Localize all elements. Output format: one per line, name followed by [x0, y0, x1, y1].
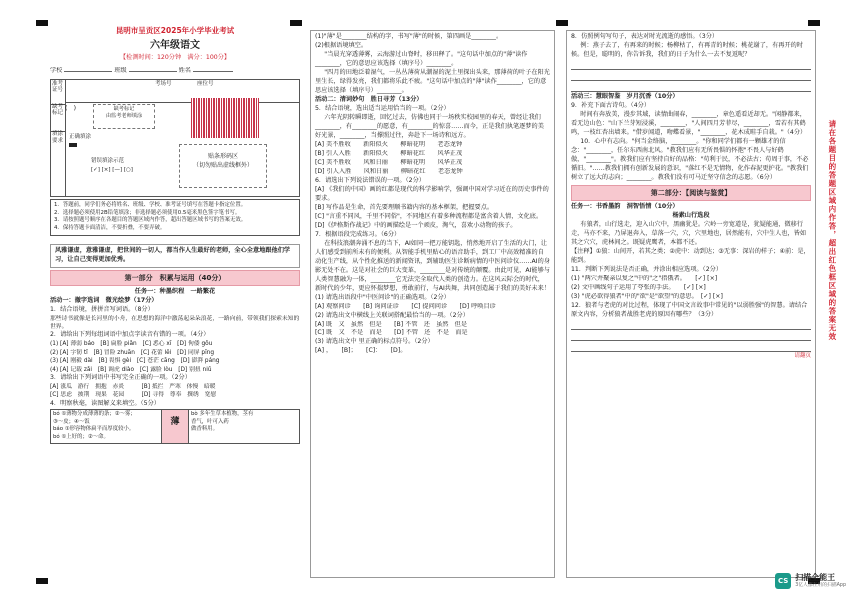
exam-notes: [50, 199, 300, 235]
fill-wrong-label: 错误填涂示范: [91, 158, 125, 165]
note-item: 2．选择题必须使用2B铅笔填涂；非选择题必须使用0.5毫米黑色签字笔书写。: [54, 209, 241, 216]
option-row[interactable]: [D]《伊格斯作战记》中的画描绘是一个顽皮，淘气，喜欢小动物的孩子。: [315, 221, 517, 229]
exam-number-label: 准考证号: [51, 80, 66, 105]
grade-subject: 六年级语文: [150, 39, 200, 51]
dict-entry: bó ①薄物分成薄薄的条；②～雾；: [53, 410, 136, 417]
option-row[interactable]: [C] 美不胜收 风和日丽 柳暗花明 风华正茂: [315, 158, 463, 166]
absent-mark-label: 缺考标记: [51, 103, 66, 132]
question-7-passage: 在科技浪潮奔涌不息的当下，AI如同一把万能钥匙，悄然地开启了生活的大门，让人们感受到前所未有的便利。从智能手机里贴心的语音助手，到工厂中高效精准的自动化生产线，从个性化推送的新闻资讯，到辅助医生诊断病情的中医问诊仪……AI的身影无处不在。这是对社会的巨大变革，________是对传统的颠覆。由此可见，AI能够与人类智慧融为一体，________它无法完全取代人类的创造力。在这风云际会的时代，新时代的少年，更应怀揣梦想，勇敢前行，与AI共舞，共同创造属于我们的美好未来！: [315, 239, 550, 292]
question-5-text: 六年光阴转瞬即逝，回忆过去，仿佛也同于一场秩实校园里的春天，曾经让我们________，有________的愿意，有________的惊喜……而今，正是我们执笔逐梦的美好光景，________，当撑照过往，奔赴下一场诗和远方。: [315, 113, 544, 139]
question-7-3: (3) 请选出文中 里正确的标点符号。（2分）: [315, 338, 434, 346]
question-7-2: (2) 请选出文中横线上关联词搭配最恰当的一项。（2分）: [315, 311, 469, 319]
activity1-title: 活动一：撤字选词 微光绘梦（17分）: [50, 296, 158, 304]
question-2: 2．请给出下列每组词语中加点字读音有错的一项。（4分）: [50, 331, 210, 339]
question-7: 7．根据语段完成练习。（6分）: [315, 230, 401, 238]
judge-item[interactable]: (2) 文中画线句子运用了夸张的手法。 [✓] [×]: [571, 283, 706, 291]
candidate-info-box: [50, 79, 300, 197]
scanner-name: 扫描全能王: [795, 572, 836, 582]
question-1: 1．结合语境，拼拼音写词语。（8分）: [50, 305, 154, 313]
classical-passage: 有狼者，山行选走，迎入山穴中，黑幽犹是。穴岭一旁宽道是，犹疑能通，微移行走，马亦不来，乃屏退奔入，草落一穴，穴，穴里地也，居然能有，穴中生人也，皆如其之穴穴，虎林间之。既疑虎鹰者，本都不还。: [571, 220, 807, 246]
dict-entry: 做香料用。: [191, 426, 218, 433]
barcode-area-label: 贴条形码区: [207, 153, 238, 161]
seat-no-label: 座位号: [197, 81, 214, 88]
annotations: 【注释】①狼：山间开，若其之类；②虎中：动到达；③无事：深岩的样子；④前：是，能到。: [571, 247, 810, 264]
school-label: 学校: [50, 67, 63, 75]
passage-b: "四月的田地泛着湿气，一丛丛薄荷从潮湿的泥土里探出头来，那薄荷的叶子在阳光里生长，绿得发亮，我们都将乐此不疲。"这句话中加点的"薄"读作________，它的意思应该选择（填序号）________。: [315, 68, 550, 94]
dict-entry: 香气，叶可入药: [191, 418, 229, 425]
question-9-text[interactable]: 时间有奔放美，漫步其域，读情曲闹春，________，章色遥看近却无。"闲静都来，看无边山色："山下兰芽短浸溪，________，"人间四月芳菲尽，________，雪若有其鹤鸣，一枝红杏出墙来。"借岁闻道，吻蝶看景，"________，花木成畦手自栽。"（4分）: [571, 110, 807, 136]
name-field[interactable]: [193, 71, 233, 72]
answer-line[interactable]: [571, 331, 811, 341]
class-label: 班级: [114, 67, 127, 75]
activity3-title: 活动三：慧眼智鉴 岁月沉香（10分）: [571, 92, 679, 100]
option-row[interactable]: [A] ， [B]； [C]： [D]。: [315, 347, 407, 355]
column-1: [50, 26, 300, 574]
question-3-row[interactable]: [A] 涨瓜 游行 拥抱 赤炎 [B] 抵拦 严寒 体慢 暗暖: [50, 383, 216, 390]
question-5: 5．结合语境，选出适当运用恰当的一项。（2分）: [315, 104, 450, 112]
option-row[interactable]: [A] 观察问诊 [B] 询问证诊 [C] 提问问诊 [D] 呼唤目诊: [315, 302, 496, 310]
motto-text: 风雅谦虚，意雅谦虚，把世间的一切人，都当作人生最好的老师，全心全意地跟他们学习，让自己变得更加优秀。: [55, 246, 291, 263]
absent-mark-box[interactable]: ( ): [65, 105, 77, 113]
judge-item[interactable]: (1) "两穴并聚亲以复之"中的"之"指俄者。 [✓] [×]: [571, 274, 718, 282]
side-warning-text: 请在各题目的答题区域内作答，超出红色框区域的答案无效: [827, 120, 837, 341]
question-1-text: 那些诗书就像是长河里的小舟，在思想的海洋中激荡起朵朵浪花，一路向前，带领我们探索未知的世界。: [50, 315, 300, 331]
scanner-logo-icon: CS: [775, 573, 791, 589]
part1-title: 第一部分 积累与运用（40分）: [50, 270, 300, 286]
fill-wrong-sample: [✓] [×] [—] [○]: [91, 167, 133, 174]
dictionary-box: [50, 409, 300, 444]
answer-line[interactable]: [571, 342, 811, 352]
name-label: 姓名: [178, 67, 191, 75]
question-4: 4．明察秋毫，读图解义来填空。（5分）: [50, 399, 160, 407]
scanner-subtitle: 3亿人都在用的扫描App: [795, 582, 846, 588]
column-3: [566, 30, 816, 578]
option-row[interactable]: [D] 引人入胜 风和日丽 柳暗花红 老态龙钟: [315, 167, 463, 175]
question-6: 6．请选出下列说法错误的一项。（2分）: [315, 176, 425, 184]
barcode-image: [191, 98, 259, 138]
passage-a: "当晨光穿透薄雾，云海游过山脊时，移田释了。"这句话中加点的"薄"读作________，它的意思应该选择（填序号）________。: [315, 50, 528, 67]
question-4-2: (2)根据语境填空。: [315, 41, 368, 49]
task2-title: 任务一：书香墨韵 洞智悟情（10分）: [571, 202, 679, 210]
question-2-row[interactable]: (1) [A] 薄弱 báo [B] 扁脸 piǎn [C] 悉心 xī [D] 佝偻 gōu: [50, 341, 213, 348]
note-item: 1．答题前，同学们务必将姓名、班级、学校、准考证号填写在答题卡指定位置。: [54, 202, 247, 209]
answer-line[interactable]: [571, 82, 811, 92]
absent-mark-note: 缺考标记 由监考老师填涂: [93, 104, 155, 129]
option-row[interactable]: [B] 写作品是生命，首先要理顺书籍内容的基本框架，把握要点。: [315, 203, 494, 211]
fill-correct-label: 正确填涂: [69, 134, 92, 141]
dict-entry: ③～皮；④～饭: [53, 418, 90, 425]
scanner-watermark: [775, 573, 846, 589]
answer-line[interactable]: [571, 71, 811, 81]
column-2: [310, 30, 555, 578]
option-row[interactable]: [C] "言重不同风，千里不同俗"，不同地区有着多种流程都是富含着人情，文化底。: [315, 212, 543, 220]
fill-area-label: 填涂要求: [51, 130, 66, 196]
judge-item[interactable]: (3) "虎必欲得狼者"中的"欲"是"欲望"的意思。 [✓] [×]: [571, 292, 723, 300]
question-2-row[interactable]: (3) [A] 刚毅 dài [B] 畏惧 gèi [C] 苍茫 cāng [D] 澎湃 páng: [50, 358, 220, 365]
task1-title: 任务一：种墨织程 一路繁花: [134, 287, 216, 295]
question-12: 12．狼者与老虎的对比过程，体现了中国文言故事中常见的"以弱胜强"的智慧。请结合原文内容，分析狼者战胜老虎的原因有哪些？（3分）: [571, 301, 808, 318]
option-row[interactable]: [A] 既 又 虽然 但是 [B] 不管 还 虽然 但是: [315, 320, 468, 328]
exam-room-label: 考场号: [155, 81, 172, 88]
question-4-1[interactable]: (1)"薄"是________结构的字，书写"薄"的时候，第四画是________。: [315, 33, 503, 40]
registration-mark: [36, 20, 48, 26]
exam-title: 昆明市呈贡区2025年小学毕业考试: [115, 26, 235, 35]
question-3-row[interactable]: [C] 思虑 披荆 现果 花园 [D] 寻得 尊奉 撰绣 宽慰: [50, 392, 217, 399]
dict-entry: bò 多年生草本植物，茎有: [191, 410, 254, 417]
answer-line[interactable]: [571, 60, 811, 70]
registration-mark: [556, 20, 568, 26]
question-11: 11．判断下列说法是否正确，并涂出相应选项。（2分）: [571, 265, 723, 273]
dict-entry: báo ①形容物体扁平而厚度较小。: [53, 426, 135, 433]
question-3: 3．请给出下列词语中书写完全正确的一项。（2分）: [50, 373, 191, 381]
question-8-example: 例：燕子去了，有再来的时候；杨柳枯了，有再青的时候；桃花谢了，有再开的时候。但是，聪明的，你告诉我，我们的日子为什么一去不复返呢？: [571, 41, 804, 58]
score-total: 满分：100分】: [187, 54, 231, 62]
activity2-title: 活动二：清词妙句 胜日寻芳（13分）: [315, 95, 423, 103]
barcode-area-hint: （切勿贴出虚线框外）: [192, 162, 253, 170]
registration-mark: [808, 20, 820, 26]
note-item: 3．请按照题号顺序在各题目的答题区域内作答，超出答题区域书写的答案无效。: [54, 217, 247, 224]
question-2-row[interactable]: (4) [A] 记载 zǎi [B] 调虎 diào [C] 露脸 lòu [D] 别扭 niǔ: [50, 366, 212, 373]
answer-line[interactable]: [571, 320, 811, 330]
question-2-row[interactable]: (2) [A] 字韧 tǐ [B] 冒险 zhuān [C] 花蕾 lěi [D] 同屏 pīng: [50, 349, 215, 356]
question-9: 9．补充下面古诗句。（4分）: [571, 101, 651, 109]
registration-mark: [36, 578, 48, 584]
class-field[interactable]: [129, 71, 177, 72]
poem-title: 杨素山行选段: [672, 211, 710, 219]
option-row[interactable]: [C] 既 又 不是 而是 [D] 不管 还 不是 而是: [315, 329, 468, 337]
time-limit: 【检测时间：120分钟: [119, 54, 182, 62]
question-10[interactable]: 10．心中有志向。"何当金络脑，________。"你和同学们都有一颗雄才的信念："________，任尔东西南北风。"教我们应有无所畏惧的怀抱"不畏人与好鹤傲，"________"。教我们应有坚持自好的品格："苟利于民，不必法古；苟周于事，不必循旧。"……教我们拥有创新发展的意识，"落红不是无情物，化作春泥更护花。"教我们树立了远大的志向；________。教我们没有可马迁坚守信念的志愿。（6分）: [571, 137, 809, 181]
turn-page-note: 请翻页: [794, 352, 811, 359]
question-7-1: (1) 请选出语段中"中医问诊"的正确选项。（2分）: [315, 293, 450, 301]
question-8: 8．仿照例句写句子，表达对时光流逝的感悟。（3分）: [571, 33, 719, 40]
option-row[interactable]: [A] 《我们的中国》画的红都是现代的科学影响学，强调中国对学习近在的历史事件的要求。: [315, 185, 549, 202]
dict-entry: bó ①上好的；②～命。: [53, 434, 109, 441]
fill-correct-sample: [69, 143, 77, 147]
option-row[interactable]: [B] 引人入胜 新阳似火 柳暗花红 风华正茂: [315, 149, 463, 157]
motto-box: [50, 244, 300, 268]
note-item: 4．保持答题卡面清洁，不要折叠，不要弄破。: [54, 225, 166, 232]
school-field[interactable]: [64, 71, 112, 72]
option-row[interactable]: [A] 美不胜收 新阳似火 柳暗花明 老态龙钟: [315, 140, 463, 148]
dict-character: 薄: [162, 410, 188, 443]
barcode-area: [179, 144, 267, 188]
part2-title: 第二部分：【阅读与鉴赏】: [571, 185, 811, 201]
